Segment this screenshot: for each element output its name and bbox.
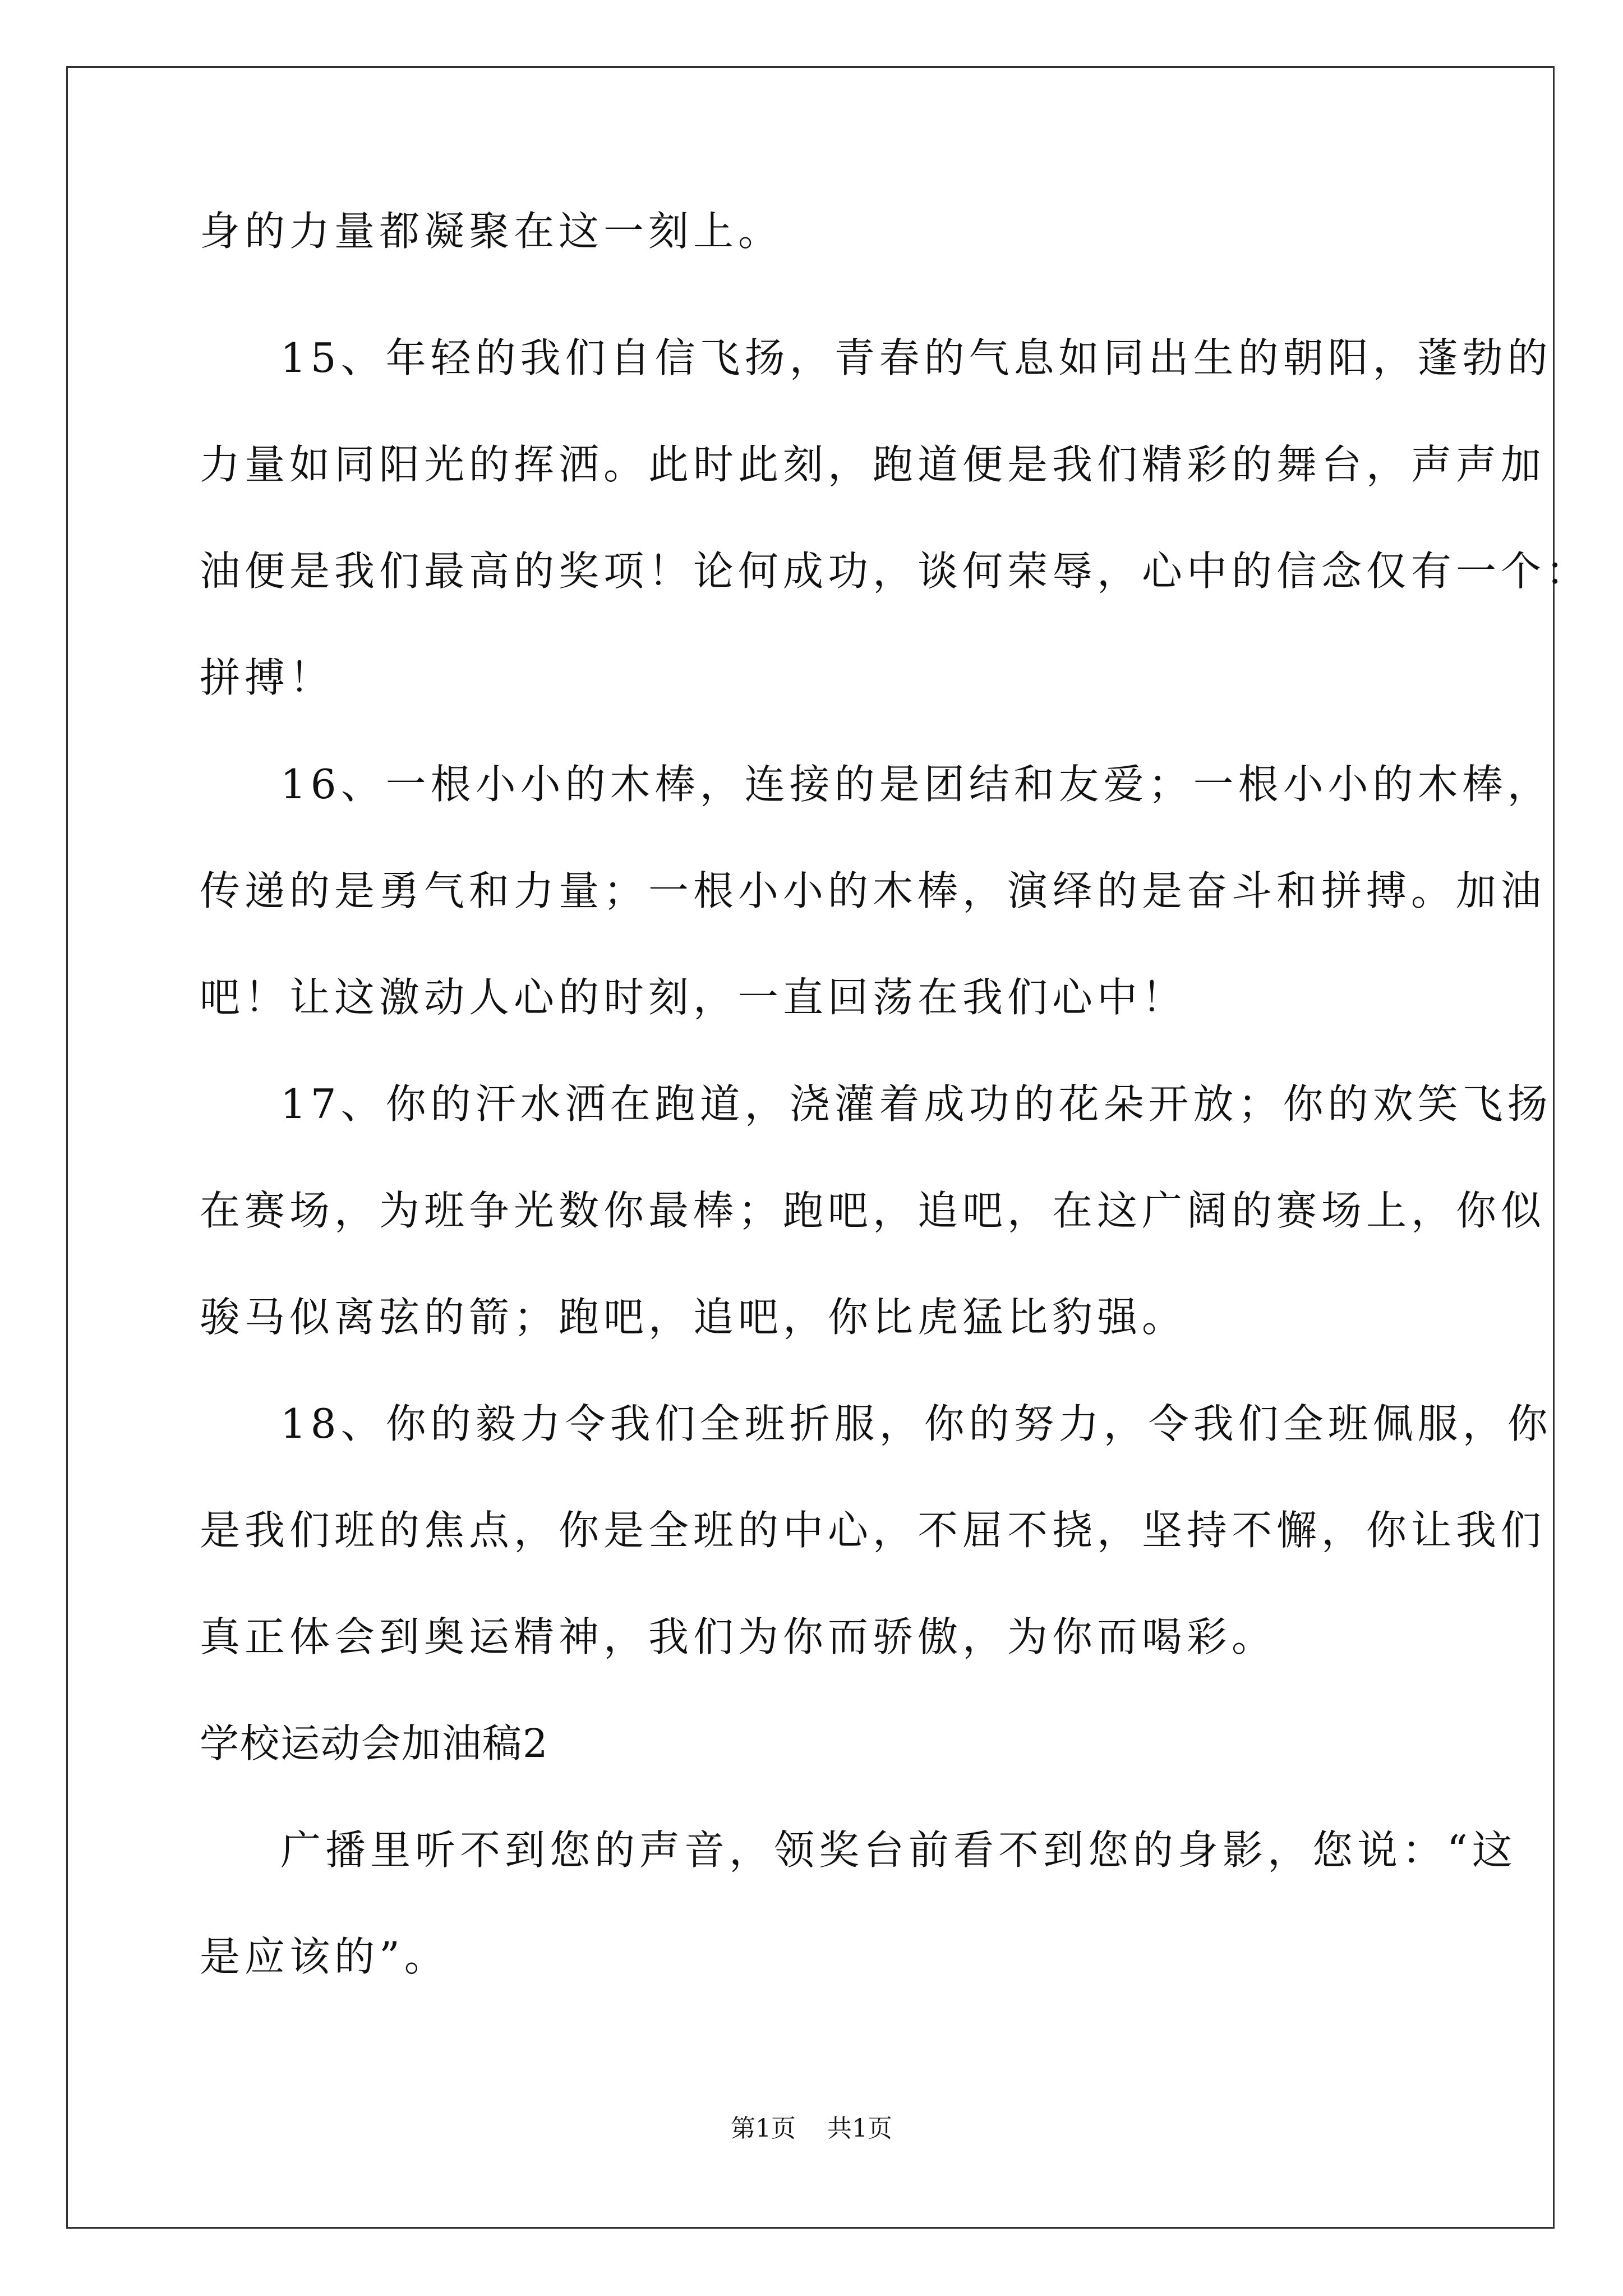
- page-number: 第1页: [731, 2114, 796, 2143]
- text-line: 是我们班的焦点，你是全班的中心，不屈不挠，坚持不懈，你让我们: [200, 1507, 1546, 1554]
- page-footer: [0, 2112, 1623, 2146]
- page-border: [66, 66, 1555, 2229]
- text-line: 传递的是勇气和力量；一根小小的木棒，演绎的是奋斗和拼搏。加油: [200, 867, 1546, 914]
- text-line: 拼搏！: [200, 654, 335, 701]
- text-line: 15、年轻的我们自信飞扬，青春的气息如同出生的朝阳，蓬勃的: [280, 334, 1552, 381]
- page-total: 共1页: [827, 2114, 892, 2143]
- text-line: 是应该的”。: [200, 1933, 449, 1980]
- text-line: 力量如同阳光的挥洒。此时此刻，跑道便是我们精彩的舞台，声声加: [200, 441, 1546, 488]
- text-line: 16、一根小小的木棒，连接的是团结和友爱；一根小小的木棒，: [280, 761, 1552, 808]
- section-heading: 学校运动会加油稿2: [200, 1720, 549, 1766]
- text-line: 在赛场，为班争光数你最棒；跑吧，追吧，在这广阔的赛场上，你似: [200, 1187, 1546, 1234]
- text-line: 油便是我们最高的奖项！论何成功，谈何荣辱，心中的信念仅有一个：: [200, 547, 1591, 595]
- text-line: 广播里听不到您的声音，领奖台前看不到您的身影，您说：“这: [280, 1826, 1517, 1874]
- text-line: 真正体会到奥运精神，我们为你而骄傲，为你而喝彩。: [200, 1613, 1277, 1660]
- text-line: 身的力量都凝聚在这一刻上。: [200, 208, 783, 255]
- text-line: 18、你的毅力令我们全班折服，你的努力，令我们全班佩服，你: [280, 1400, 1552, 1447]
- text-line: 17、你的汗水洒在跑道，浇灌着成功的花朵开放；你的欢笑飞扬: [280, 1080, 1552, 1128]
- text-line: 骏马似离弦的箭；跑吧，追吧，你比虎猛比豹强。: [200, 1294, 1187, 1341]
- text-line: 吧！让这激动人心的时刻，一直回荡在我们心中！: [200, 974, 1187, 1021]
